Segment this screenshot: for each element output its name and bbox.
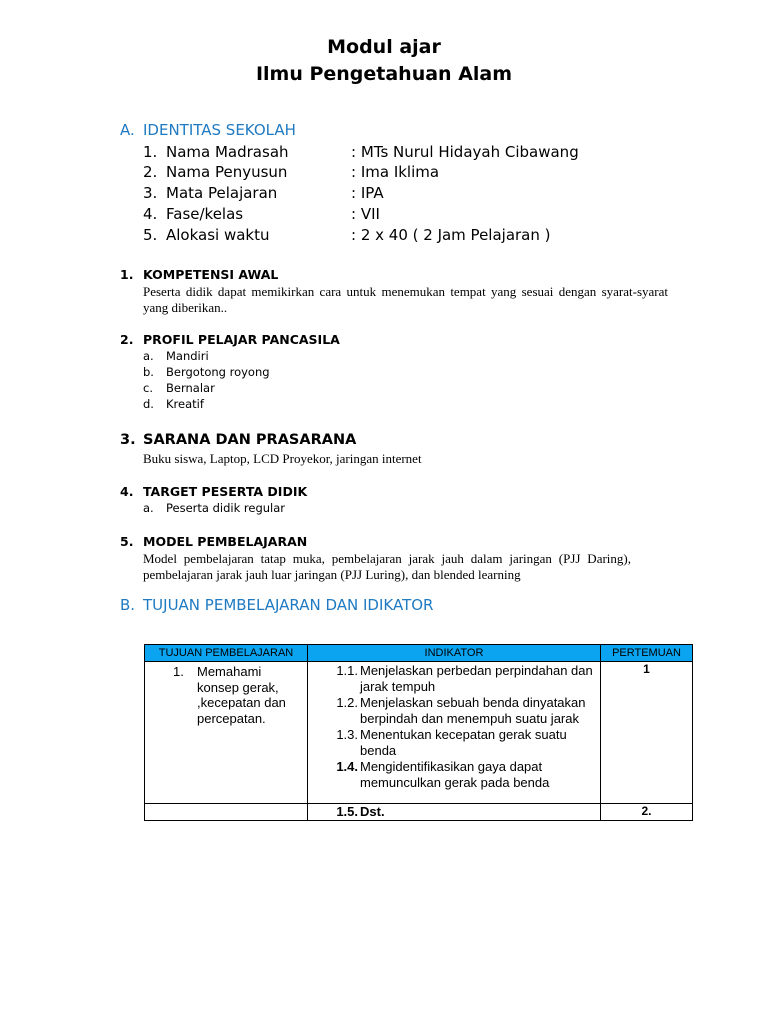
section-3-num: 3. xyxy=(120,432,136,448)
list-letter: d. xyxy=(143,397,154,411)
section-4-num: 4. xyxy=(120,484,134,499)
table-row xyxy=(145,662,693,804)
identity-value: : 2 x 40 ( 2 Jam Pelajaran ) xyxy=(351,226,551,244)
section-2-heading xyxy=(120,332,340,347)
doc-title-line2: Ilmu Pengetahuan Alam xyxy=(255,63,513,85)
indikator-num: 1.2. xyxy=(336,695,358,710)
identity-value: : VII xyxy=(351,205,380,223)
identity-label: Mata Pelajaran xyxy=(166,184,278,202)
indikator-cell xyxy=(308,662,601,804)
indikator-item xyxy=(308,758,600,790)
indikator-text: Menentukan kecepatan gerak suatu benda xyxy=(360,727,567,758)
doc-title-line1: Modul ajar xyxy=(327,36,441,58)
identity-label: Fase/kelas xyxy=(166,205,244,223)
indikator-num: 1.1. xyxy=(336,663,358,678)
section-a-title: IDENTITAS SEKOLAH xyxy=(143,121,296,139)
section-1-title: KOMPETENSI AWAL xyxy=(143,267,279,282)
identity-value: : Ima Iklima xyxy=(351,163,440,181)
section-3-text: Buku siswa, Laptop, LCD Proyekor, jaringan internet xyxy=(143,451,422,466)
identity-label: Nama Penyusun xyxy=(166,163,288,181)
section-5-text: Model pembelajaran tatap muka, pembelajaran jarak jauh dalam jaringan (PJJ Daring), pembelajaran jarak jauh luar jaringan (PJJ Luring), dan blended learning xyxy=(143,551,631,582)
indikator-item xyxy=(308,804,600,820)
tujuan-num: 1. xyxy=(173,664,184,679)
section-5-num: 5. xyxy=(120,534,134,549)
list-item xyxy=(143,381,215,395)
tujuan-cell xyxy=(145,804,308,821)
section-a-heading xyxy=(120,121,296,139)
header-pertemuan: PERTEMUAN xyxy=(601,645,693,662)
indikator-text: Menjelaskan sebuah benda dinyatakan berpindah dan menempuh suatu jarak xyxy=(360,695,586,726)
identity-row xyxy=(143,205,380,223)
section-5-title: MODEL PEMBELAJARAN xyxy=(143,534,308,549)
section-a-letter: A. xyxy=(120,121,135,139)
indikator-num: 1.3. xyxy=(336,727,358,742)
list-text: Bernalar xyxy=(166,381,215,395)
section-b-title: TUJUAN PEMBELAJARAN DAN IDIKATOR xyxy=(143,596,434,614)
identity-num: 3. xyxy=(143,184,158,202)
table-header-row xyxy=(145,645,693,662)
identity-value: : MTs Nurul Hidayah Cibawang xyxy=(351,143,579,161)
section-b-letter: B. xyxy=(120,596,136,614)
indikator-item xyxy=(308,694,600,726)
indikator-item xyxy=(308,662,600,694)
header-tujuan: TUJUAN PEMBELAJARAN xyxy=(145,645,308,662)
list-letter: a. xyxy=(143,501,154,515)
section-2-title: PROFIL PELAJAR PANCASILA xyxy=(143,332,340,347)
identity-num: 1. xyxy=(143,143,158,161)
indikator-num: 1.4. xyxy=(336,759,358,774)
section-2-num: 2. xyxy=(120,332,134,347)
indikator-item xyxy=(308,726,600,758)
section-b-heading xyxy=(120,596,433,614)
identity-num: 4. xyxy=(143,205,158,223)
identity-row xyxy=(143,226,551,244)
identity-num: 5. xyxy=(143,226,158,244)
table-row xyxy=(145,804,693,821)
identity-label: Alokasi waktu xyxy=(166,226,270,244)
identity-row xyxy=(143,184,384,202)
identity-row xyxy=(143,163,439,181)
indikator-text: Dst. xyxy=(360,804,385,819)
section-4-title: TARGET PESERTA DIDIK xyxy=(143,484,308,499)
list-item xyxy=(143,501,285,515)
tujuan-cell xyxy=(145,662,308,804)
identity-row xyxy=(143,143,579,161)
list-item xyxy=(143,365,270,379)
list-text: Mandiri xyxy=(166,349,209,363)
identity-value: : IPA xyxy=(351,184,384,202)
list-text: Kreatif xyxy=(166,397,204,411)
pertemuan-cell: 1 xyxy=(601,662,693,804)
section-4-heading xyxy=(120,484,307,499)
section-3-title: SARANA DAN PRASARANA xyxy=(143,432,357,448)
list-text: Bergotong royong xyxy=(166,365,270,379)
pertemuan-cell: 2. xyxy=(601,804,693,821)
indikator-num: 1.5. xyxy=(336,804,358,819)
list-letter: a. xyxy=(143,349,154,363)
list-item xyxy=(143,349,209,363)
section-5-heading xyxy=(120,534,307,549)
indikator-cell xyxy=(308,804,601,821)
section-1-num: 1. xyxy=(120,267,134,282)
section-1-text: Peserta didik dapat memikirkan cara untuk menemukan tempat yang sesuai dengan syarat-syarat yang diberikan.. xyxy=(143,284,668,315)
tujuan-text: Memahami konsep gerak, ,kecepatan dan percepatan. xyxy=(197,664,286,726)
learning-objectives-table xyxy=(144,644,693,821)
list-letter: c. xyxy=(143,381,153,395)
list-letter: b. xyxy=(143,365,154,379)
identity-num: 2. xyxy=(143,163,158,181)
indikator-text: Menjelaskan perbedan perpindahan dan jarak tempuh xyxy=(360,663,593,694)
list-text: Peserta didik regular xyxy=(166,501,286,515)
indikator-text: Mengidentifikasikan gaya dapat memunculkan gerak pada benda xyxy=(360,759,550,790)
list-item xyxy=(143,397,204,411)
identity-label: Nama Madrasah xyxy=(166,143,289,161)
section-3-heading xyxy=(120,432,356,448)
section-1-heading xyxy=(120,267,278,282)
header-indikator: INDIKATOR xyxy=(308,645,601,662)
